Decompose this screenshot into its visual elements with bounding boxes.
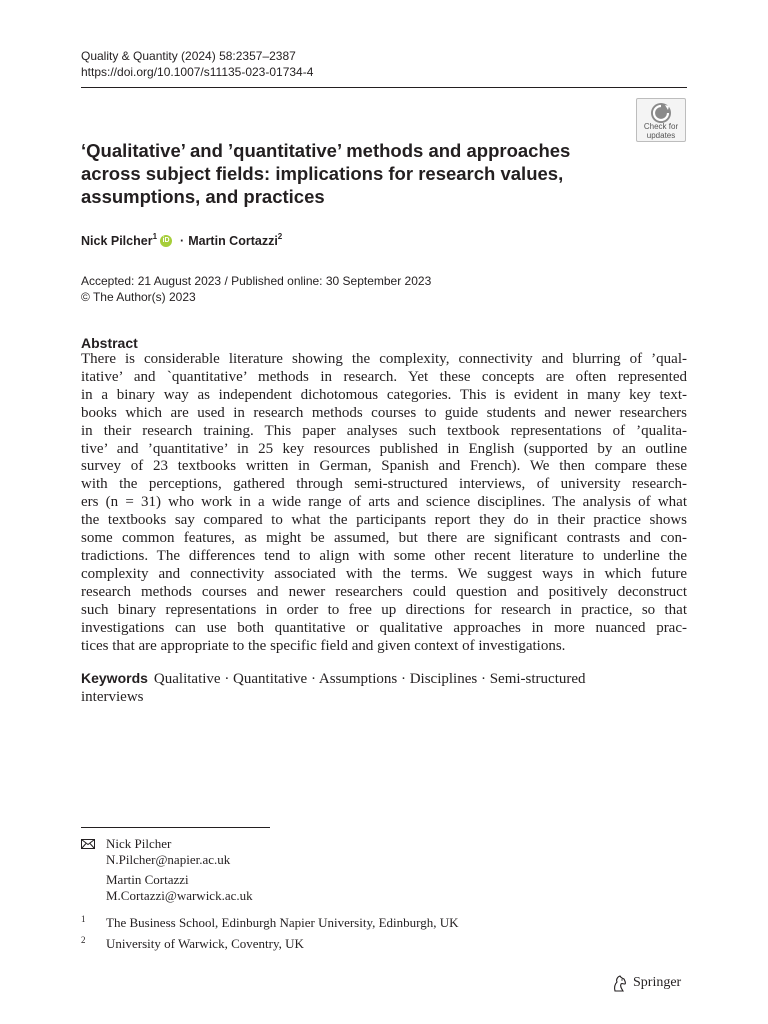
author-list: Nick Pilcher $^1$ iD · Martin Cortazzi $^2$ [81,232,283,248]
author-name[interactable]: Nick Pilcher [81,234,153,248]
abstract-line: investigations can use both quantitative or qualitative approaches in more nuanced prac- [81,619,687,636]
abstract-line: in their research training. This paper analyses such textbook representations of ’qualita- [81,422,687,439]
journal-citation: Quality & Quantity (2024) 58:2357–2387 [81,49,296,63]
check-for-updates-badge[interactable] [636,98,686,142]
abstract-line: in a binary way as independent dichotomous categories. This is evident in many key text- [81,386,687,403]
title-line: across subject fields: implications for research values, [81,163,564,184]
orcid-icon[interactable]: iD [160,235,172,247]
journal-doi-link[interactable]: https://doi.org/10.1007/s11135-023-01734-4 [81,65,314,79]
abstract-line: the textbooks say compared to what the participants report they do in their practice shows [81,512,687,529]
correspondent-email[interactable]: N.Pilcher@napier.ac.uk [106,851,231,867]
title-line: assumptions, and practices [81,186,325,207]
affiliation-text: University of Warwick, Coventry, UK [106,936,304,951]
correspondence-entry [106,872,253,903]
abstract-line: some common features, as might be assumed, but there are significant contrasts and con- [81,530,687,547]
correspondent-name: Martin Cortazzi [106,872,189,887]
author-separator: · [180,234,185,248]
abstract-heading: Abstract [81,335,138,351]
publisher-name: Springer [633,975,682,990]
keywords-values: Qualitative · Quantitative · Assumptions · Disciplines · Semi-structured [153,671,586,687]
abstract-line: tradictions. The differences tend to align with some other recent literature to underline the [81,547,687,564]
author-name[interactable]: Martin Cortazzi [188,234,278,248]
title-line: ‘Qualitative’ and ’quantitative’ methods and approaches [81,140,571,161]
abstract-line: tive’ and ’quantitative’ in 25 key resources published in English (supported by an outline [81,440,687,457]
abstract-line: survey of 23 textbooks written in German, Spanish and French). We then compare these [81,458,687,475]
affiliation-text: The Business School, Edinburgh Napier University, Edinburgh, UK [106,915,459,930]
abstract-line: There is considerable literature showing the complexity, connectivity and blurring of ’qual- [81,351,687,367]
abstract-line: with the perceptions, gathered through semi-structured interviews, of university research- [81,476,687,493]
copyright-notice: © The Author(s) 2023 [81,290,196,304]
abstract-line: ers (n = 31) who work in a wide range of arts and science disciplines. The analysis of what [81,494,687,511]
abstract-line: research methods courses and newer researchers could question and positively deconstruct [81,583,687,600]
abstract-line: itative’ and `quantitative’ methods in research. Yet these concepts are often represented [81,368,687,385]
correspondent-name: Nick Pilcher [106,836,172,851]
article-title [81,139,641,208]
accepted-published-dates: Accepted: 21 August 2023 / Published online: 30 September 2023 [81,274,432,288]
affiliation-number: 2 [81,935,86,945]
envelope-icon [81,839,95,849]
check-for-updates-icon [650,102,672,124]
keywords-line: interviews [81,688,144,705]
keywords-line [81,670,687,689]
correspondence-entry [106,836,230,867]
footnote-rule [81,827,270,828]
springer-horse-icon [612,975,628,992]
abstract-line: tices that are appropriate to the specific field and given context of investigations. [81,637,566,654]
publication-dates [81,273,431,305]
abstract-text [81,351,687,655]
publisher-logo [612,974,681,992]
abstract-line: complexity and connectivity associated with the terms. We suggest ways in which future [81,565,687,582]
header-rule [81,87,687,88]
abstract-line: such binary representations in order to free up directions for research in practice, so that [81,601,687,618]
keywords-label: Keywords [81,670,148,686]
journal-header [81,48,313,80]
keywords-section [81,670,687,707]
check-for-updates-label: Check for updates [643,122,679,140]
correspondent-email[interactable]: M.Cortazzi@warwick.ac.uk [106,887,253,903]
affiliation-number: 1 [81,914,86,924]
abstract-line: books which are used in research methods courses to guide students and newer researchers [81,404,687,421]
